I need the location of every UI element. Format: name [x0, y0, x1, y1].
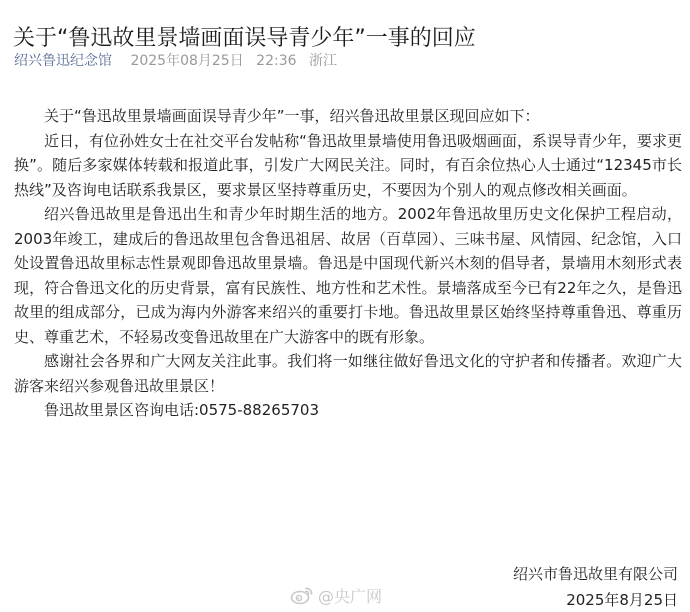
publish-date: 2025年08月25日	[130, 53, 244, 69]
publish-location: 浙江	[308, 53, 337, 69]
article-meta	[14, 50, 337, 72]
signature-date: 2025年8月25日	[566, 591, 678, 609]
watermark-text: @央广网	[318, 586, 383, 606]
paragraph-background: 近日，有位孙姓女士在社交平台发帖称“鲁迅故里景墙使用鲁迅吸烟画面，系误导青少年，要求更换”。随后多家媒体转载和报道此事，引发广大网民关注。同时，有百余位热心人士通过“12345市长热线”及咨询电话联系我景区，要求景区坚持尊重历史，不要因为个别人的观点修改相关画面。	[14, 131, 682, 199]
watermark	[290, 582, 382, 608]
signature-company: 绍兴市鲁迅故里有限公司	[512, 565, 678, 583]
paragraph-history: 绍兴鲁迅故里是鲁迅出生和青少年时期生活的地方。2002年鲁迅故里历史文化保护工程启动，2003年竣工，建成后的鲁迅故里包含鲁迅祖居、故居（百草园）、三味书屋、风情园、纪念馆，入口处设置鲁迅故里标志性景观即鲁迅故里景墙。鲁迅是中国现代新兴木刻的倡导者，景墙用木刻形式表现，符合鲁迅文化的历史背景，富有民族性、地方性和艺术性。景墙落成至今已有22年之久，是鲁迅故里的组成部分，已成为海内外游客来绍兴的重要打卡地。鲁迅故里景区始终坚持尊重鲁迅、尊重历史、尊重艺术，不轻易改变鲁迅故里在广大游客中的既有形象。	[14, 205, 682, 346]
article-title: 关于“鲁迅故里景墙画面误导青少年”一事的回应	[13, 25, 476, 51]
source-account-link[interactable]: 绍兴鲁迅纪念馆	[14, 53, 112, 69]
paragraph-contact-phone: 鲁迅故里景区咨询电话:0575-88265703	[44, 401, 319, 419]
paragraph-intro: 关于“鲁迅故里景墙画面误导青少年”一事，绍兴鲁迅故里景区现回应如下：	[44, 107, 540, 125]
paragraph-thanks: 感谢社会各界和广大网友关注此事。我们将一如继往做好鲁迅文化的守护者和传播者。欢迎广大游客来绍兴参观鲁迅故里景区！	[14, 352, 682, 395]
publish-time: 22:36	[256, 53, 297, 69]
article-body	[14, 104, 682, 423]
weibo-logo-icon	[290, 585, 314, 605]
